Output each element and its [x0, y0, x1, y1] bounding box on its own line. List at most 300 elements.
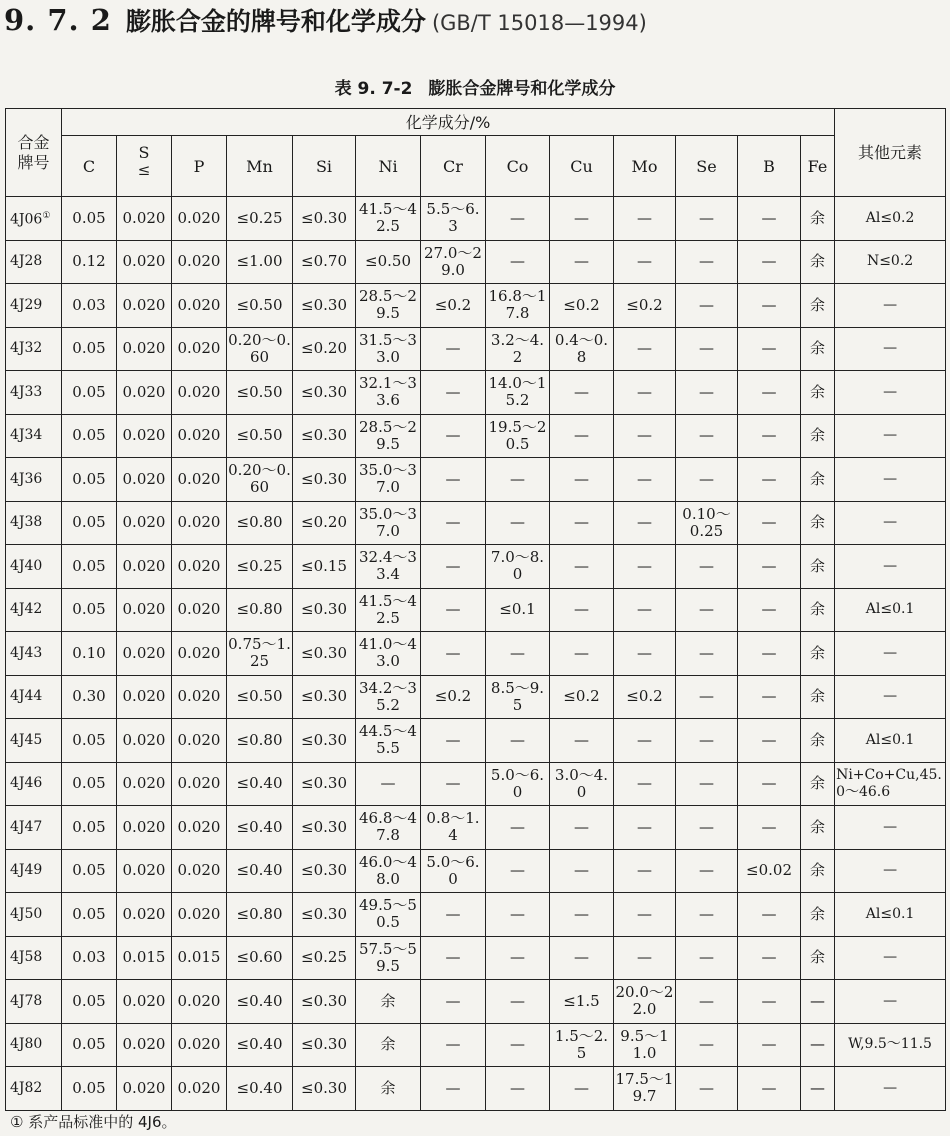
cell-p: 0.020	[172, 719, 227, 763]
cell-cr: —	[421, 414, 486, 458]
cell-ni: 32.4～33.4	[356, 545, 421, 589]
cell-b: —	[738, 240, 801, 284]
cell-mn: ≤0.40	[227, 1067, 293, 1111]
element-header-p: P	[172, 136, 227, 197]
cell-s: 0.020	[117, 806, 172, 850]
table-row	[6, 675, 946, 719]
cell-mo: —	[614, 197, 676, 241]
cell-mn: ≤0.40	[227, 849, 293, 893]
cell-ni: 余	[356, 980, 421, 1024]
cell-c: 0.05	[62, 545, 117, 589]
cell-mo: ≤0.2	[614, 284, 676, 328]
cell-mn: ≤0.40	[227, 980, 293, 1024]
section-heading	[4, 2, 647, 46]
cell-b: —	[738, 980, 801, 1024]
table-row	[6, 806, 946, 850]
cell-fe: 余	[801, 458, 835, 502]
cell-b: —	[738, 545, 801, 589]
cell-cu: 3.0～4.0	[550, 762, 614, 806]
cell-cu: —	[550, 632, 614, 676]
grade-cell: 4J29	[6, 284, 62, 328]
cell-cu: 0.4～0.8	[550, 327, 614, 371]
cell-mn: 0.20～0.60	[227, 327, 293, 371]
cell-c: 0.05	[62, 1023, 117, 1067]
cell-co: —	[486, 458, 550, 502]
cell-c: 0.12	[62, 240, 117, 284]
grade-cell: 4J44	[6, 675, 62, 719]
cell-c: 0.05	[62, 327, 117, 371]
table-row	[6, 980, 946, 1024]
cell-se: —	[676, 1067, 738, 1111]
cell-si: ≤0.30	[293, 849, 356, 893]
cell-s: 0.020	[117, 458, 172, 502]
cell-other: —	[835, 458, 946, 502]
cell-cu: —	[550, 849, 614, 893]
cell-mo: —	[614, 458, 676, 502]
cell-mo: ≤0.2	[614, 675, 676, 719]
cell-other: —	[835, 284, 946, 328]
cell-cu: —	[550, 545, 614, 589]
element-header-se: Se	[676, 136, 738, 197]
cell-b: —	[738, 806, 801, 850]
cell-p: 0.020	[172, 414, 227, 458]
cell-fe: 余	[801, 849, 835, 893]
grade-cell: 4J33	[6, 371, 62, 415]
cell-co: 16.8～17.8	[486, 284, 550, 328]
cell-b: —	[738, 501, 801, 545]
cell-si: ≤0.25	[293, 936, 356, 980]
cell-co: —	[486, 632, 550, 676]
cell-mo: —	[614, 327, 676, 371]
grade-cell: 4J38	[6, 501, 62, 545]
cell-other: Al≤0.1	[835, 893, 946, 937]
cell-mo: 20.0～22.0	[614, 980, 676, 1024]
cell-mo: —	[614, 806, 676, 850]
cell-p: 0.020	[172, 588, 227, 632]
cell-p: 0.020	[172, 806, 227, 850]
cell-fe: 余	[801, 197, 835, 241]
cell-c: 0.05	[62, 849, 117, 893]
cell-p: 0.020	[172, 327, 227, 371]
cell-cu: —	[550, 893, 614, 937]
cell-co: —	[486, 240, 550, 284]
cell-mn: 0.75～1.25	[227, 632, 293, 676]
cell-p: 0.015	[172, 936, 227, 980]
cell-other: —	[835, 632, 946, 676]
cell-ni: 34.2～35.2	[356, 675, 421, 719]
cell-mn: ≤0.50	[227, 284, 293, 328]
cell-s: 0.015	[117, 936, 172, 980]
cell-mn: ≤0.50	[227, 371, 293, 415]
cell-co: —	[486, 936, 550, 980]
cell-mn: ≤0.40	[227, 1023, 293, 1067]
cell-s: 0.020	[117, 240, 172, 284]
table-row	[6, 936, 946, 980]
cell-cr: —	[421, 762, 486, 806]
table-row	[6, 849, 946, 893]
grade-cell: 4J45	[6, 719, 62, 763]
cell-mn: ≤0.80	[227, 588, 293, 632]
table-row	[6, 197, 946, 241]
cell-cu: —	[550, 719, 614, 763]
cell-fe: 余	[801, 893, 835, 937]
cell-si: ≤0.30	[293, 806, 356, 850]
cell-s: 0.020	[117, 588, 172, 632]
cell-fe: 余	[801, 545, 835, 589]
cell-c: 0.05	[62, 501, 117, 545]
cell-se: —	[676, 806, 738, 850]
cell-other: —	[835, 849, 946, 893]
cell-other: —	[835, 806, 946, 850]
cell-ni: 31.5～33.0	[356, 327, 421, 371]
cell-co: —	[486, 197, 550, 241]
cell-co: 5.0～6.0	[486, 762, 550, 806]
cell-co: —	[486, 719, 550, 763]
cell-mn: ≤0.25	[227, 545, 293, 589]
grade-cell: 4J46	[6, 762, 62, 806]
table-row	[6, 719, 946, 763]
cell-mo: —	[614, 936, 676, 980]
grade-cell: 4J40	[6, 545, 62, 589]
cell-si: ≤0.30	[293, 414, 356, 458]
cell-se: —	[676, 936, 738, 980]
cell-other: —	[835, 327, 946, 371]
cell-p: 0.020	[172, 675, 227, 719]
section-title: 膨胀合金的牌号和化学成分	[125, 7, 426, 36]
cell-ni: 28.5～29.5	[356, 414, 421, 458]
cell-co: —	[486, 849, 550, 893]
cell-cu: —	[550, 588, 614, 632]
cell-se: —	[676, 414, 738, 458]
cell-b: —	[738, 893, 801, 937]
cell-co: —	[486, 1023, 550, 1067]
cell-mo: —	[614, 371, 676, 415]
table-body	[6, 197, 946, 1111]
cell-se: —	[676, 284, 738, 328]
cell-ni: 44.5～45.5	[356, 719, 421, 763]
cell-si: ≤0.30	[293, 1023, 356, 1067]
cell-s: 0.020	[117, 545, 172, 589]
grade-cell: 4J43	[6, 632, 62, 676]
cell-fe: 余	[801, 501, 835, 545]
cell-p: 0.020	[172, 458, 227, 502]
cell-co: —	[486, 980, 550, 1024]
table-row	[6, 1023, 946, 1067]
cell-s: 0.020	[117, 719, 172, 763]
cell-c: 0.03	[62, 936, 117, 980]
cell-si: ≤0.30	[293, 893, 356, 937]
cell-ni: 57.5～59.5	[356, 936, 421, 980]
cell-mo: —	[614, 632, 676, 676]
cell-fe: 余	[801, 936, 835, 980]
cell-p: 0.020	[172, 632, 227, 676]
grade-cell: 4J80	[6, 1023, 62, 1067]
cell-s: 0.020	[117, 1067, 172, 1111]
grade-cell: 4J36	[6, 458, 62, 502]
table-row	[6, 632, 946, 676]
cell-se: —	[676, 371, 738, 415]
cell-b: —	[738, 414, 801, 458]
footnote-mark: ①	[42, 210, 51, 221]
table-caption	[0, 74, 950, 99]
cell-ni: 46.8～47.8	[356, 806, 421, 850]
cell-cu: —	[550, 414, 614, 458]
cell-se: —	[676, 327, 738, 371]
cell-se: —	[676, 893, 738, 937]
cell-b: —	[738, 632, 801, 676]
cell-cu: —	[550, 1067, 614, 1111]
element-header-b: B	[738, 136, 801, 197]
cell-mo: —	[614, 588, 676, 632]
cell-other: —	[835, 675, 946, 719]
cell-se: —	[676, 197, 738, 241]
cell-cr: —	[421, 501, 486, 545]
cell-c: 0.05	[62, 893, 117, 937]
cell-cr: —	[421, 545, 486, 589]
cell-cr: 0.8～1.4	[421, 806, 486, 850]
cell-s: 0.020	[117, 849, 172, 893]
cell-c: 0.05	[62, 1067, 117, 1111]
cell-mn: ≤0.40	[227, 762, 293, 806]
cell-mn: ≤0.25	[227, 197, 293, 241]
cell-cu: —	[550, 501, 614, 545]
table-row	[6, 458, 946, 502]
cell-c: 0.05	[62, 458, 117, 502]
cell-cu: ≤0.2	[550, 675, 614, 719]
cell-si: ≤0.30	[293, 632, 356, 676]
element-header-co: Co	[486, 136, 550, 197]
cell-fe: 余	[801, 675, 835, 719]
cell-ni: 32.1～33.6	[356, 371, 421, 415]
cell-mo: —	[614, 545, 676, 589]
cell-cr: —	[421, 893, 486, 937]
cell-cr: —	[421, 458, 486, 502]
cell-p: 0.020	[172, 545, 227, 589]
le-note: ≤	[137, 161, 151, 179]
cell-fe: 余	[801, 327, 835, 371]
cell-si: ≤0.30	[293, 1067, 356, 1111]
cell-ni: 49.5～50.5	[356, 893, 421, 937]
cell-mn: 0.20～0.60	[227, 458, 293, 502]
cell-se: —	[676, 1023, 738, 1067]
cell-fe: 余	[801, 414, 835, 458]
cell-c: 0.03	[62, 284, 117, 328]
table-row	[6, 371, 946, 415]
cell-co: 19.5～20.5	[486, 414, 550, 458]
cell-co: —	[486, 893, 550, 937]
cell-co: —	[486, 806, 550, 850]
element-header-ni: Ni	[356, 136, 421, 197]
cell-cu: —	[550, 806, 614, 850]
grade-cell: 4J47	[6, 806, 62, 850]
cell-si: ≤0.30	[293, 588, 356, 632]
cell-fe: 余	[801, 719, 835, 763]
cell-p: 0.020	[172, 1023, 227, 1067]
cell-si: ≤0.30	[293, 284, 356, 328]
cell-si: ≤0.30	[293, 458, 356, 502]
cell-p: 0.020	[172, 371, 227, 415]
cell-cr: 5.0～6.0	[421, 849, 486, 893]
table-caption-label: 表 9. 7-2	[334, 79, 413, 99]
cell-c: 0.05	[62, 806, 117, 850]
cell-fe: —	[801, 980, 835, 1024]
cell-other: Al≤0.2	[835, 197, 946, 241]
grade-cell: 4J42	[6, 588, 62, 632]
cell-co: 14.0～15.2	[486, 371, 550, 415]
cell-other: Ni+Co+Cu,45.0～46.6	[835, 762, 946, 806]
cell-mo: —	[614, 240, 676, 284]
cell-c: 0.05	[62, 371, 117, 415]
cell-p: 0.020	[172, 893, 227, 937]
section-number: 9. 7. 2	[4, 3, 112, 37]
cell-se: —	[676, 762, 738, 806]
grade-cell: 4J78	[6, 980, 62, 1024]
cell-b: —	[738, 327, 801, 371]
cell-b: —	[738, 1023, 801, 1067]
cell-mn: ≤0.80	[227, 893, 293, 937]
cell-si: ≤0.30	[293, 719, 356, 763]
cell-other: —	[835, 371, 946, 415]
cell-other: —	[835, 980, 946, 1024]
cell-b: —	[738, 1067, 801, 1111]
other-elements-header: 其他元素	[835, 109, 946, 197]
element-header-mn: Mn	[227, 136, 293, 197]
cell-b: —	[738, 458, 801, 502]
cell-cu: —	[550, 371, 614, 415]
cell-fe: —	[801, 1067, 835, 1111]
cell-cr: 27.0～29.0	[421, 240, 486, 284]
cell-fe: 余	[801, 762, 835, 806]
cell-mo: —	[614, 762, 676, 806]
cell-other: —	[835, 545, 946, 589]
cell-co: 3.2～4.2	[486, 327, 550, 371]
cell-fe: —	[801, 1023, 835, 1067]
cell-se: —	[676, 719, 738, 763]
cell-cr: ≤0.2	[421, 675, 486, 719]
element-header-mo: Mo	[614, 136, 676, 197]
cell-cu: —	[550, 197, 614, 241]
cell-p: 0.020	[172, 197, 227, 241]
cell-s: 0.020	[117, 501, 172, 545]
cell-cr: —	[421, 327, 486, 371]
cell-se: —	[676, 458, 738, 502]
cell-se: —	[676, 545, 738, 589]
cell-b: ≤0.02	[738, 849, 801, 893]
cell-si: ≤0.15	[293, 545, 356, 589]
grade-header: 合金牌号	[6, 109, 62, 197]
cell-s: 0.020	[117, 414, 172, 458]
footnote: ① 系产品标准中的 4J6。	[10, 1113, 177, 1131]
cell-se: —	[676, 632, 738, 676]
cell-si: ≤0.30	[293, 675, 356, 719]
cell-co: —	[486, 1067, 550, 1111]
cell-co: —	[486, 501, 550, 545]
cell-se: —	[676, 588, 738, 632]
cell-se: —	[676, 240, 738, 284]
grade-cell: 4J32	[6, 327, 62, 371]
element-header-fe: Fe	[801, 136, 835, 197]
cell-si: ≤0.70	[293, 240, 356, 284]
cell-c: 0.05	[62, 414, 117, 458]
cell-mo: —	[614, 893, 676, 937]
cell-fe: 余	[801, 588, 835, 632]
cell-fe: 余	[801, 806, 835, 850]
element-header-si: Si	[293, 136, 356, 197]
cell-cr: —	[421, 371, 486, 415]
cell-cu: —	[550, 458, 614, 502]
cell-si: ≤0.30	[293, 980, 356, 1024]
grade-cell: 4J82	[6, 1067, 62, 1111]
cell-p: 0.020	[172, 1067, 227, 1111]
table-row	[6, 240, 946, 284]
cell-co: ≤0.1	[486, 588, 550, 632]
cell-ni: 余	[356, 1023, 421, 1067]
cell-c: 0.05	[62, 197, 117, 241]
table-row	[6, 327, 946, 371]
cell-c: 0.05	[62, 980, 117, 1024]
cell-mn: ≤0.80	[227, 719, 293, 763]
cell-cr: —	[421, 1067, 486, 1111]
cell-mo: —	[614, 849, 676, 893]
cell-se: —	[676, 849, 738, 893]
cell-fe: 余	[801, 632, 835, 676]
cell-s: 0.020	[117, 893, 172, 937]
cell-cr: —	[421, 719, 486, 763]
cell-s: 0.020	[117, 980, 172, 1024]
cell-cu: —	[550, 936, 614, 980]
table-row	[6, 588, 946, 632]
cell-p: 0.020	[172, 980, 227, 1024]
cell-si: ≤0.30	[293, 197, 356, 241]
cell-mo: 17.5～19.7	[614, 1067, 676, 1111]
cell-fe: 余	[801, 371, 835, 415]
element-header-s: S ≤	[117, 136, 172, 197]
cell-s: 0.020	[117, 675, 172, 719]
alloy-composition-table	[5, 108, 946, 1111]
cell-se: —	[676, 675, 738, 719]
cell-other: Al≤0.1	[835, 719, 946, 763]
cell-se: 0.10～0.25	[676, 501, 738, 545]
grade-cell: 4J49	[6, 849, 62, 893]
cell-mn: ≤0.50	[227, 675, 293, 719]
cell-p: 0.020	[172, 501, 227, 545]
table-row	[6, 893, 946, 937]
cell-mn: ≤0.50	[227, 414, 293, 458]
cell-cr: ≤0.2	[421, 284, 486, 328]
cell-s: 0.020	[117, 284, 172, 328]
cell-co: 8.5～9.5	[486, 675, 550, 719]
cell-cu: —	[550, 240, 614, 284]
cell-p: 0.020	[172, 762, 227, 806]
cell-si: ≤0.30	[293, 762, 356, 806]
table-row	[6, 501, 946, 545]
cell-b: —	[738, 719, 801, 763]
cell-mo: —	[614, 414, 676, 458]
cell-si: ≤0.20	[293, 327, 356, 371]
cell-ni: 41.0～43.0	[356, 632, 421, 676]
cell-mn: ≤0.60	[227, 936, 293, 980]
cell-p: 0.020	[172, 284, 227, 328]
cell-p: 0.020	[172, 849, 227, 893]
cell-s: 0.020	[117, 327, 172, 371]
cell-s: 0.020	[117, 197, 172, 241]
table-row	[6, 414, 946, 458]
cell-cu: 1.5～2.5	[550, 1023, 614, 1067]
cell-b: —	[738, 284, 801, 328]
table-row	[6, 762, 946, 806]
grade-cell: 4J34	[6, 414, 62, 458]
cell-other: —	[835, 1067, 946, 1111]
